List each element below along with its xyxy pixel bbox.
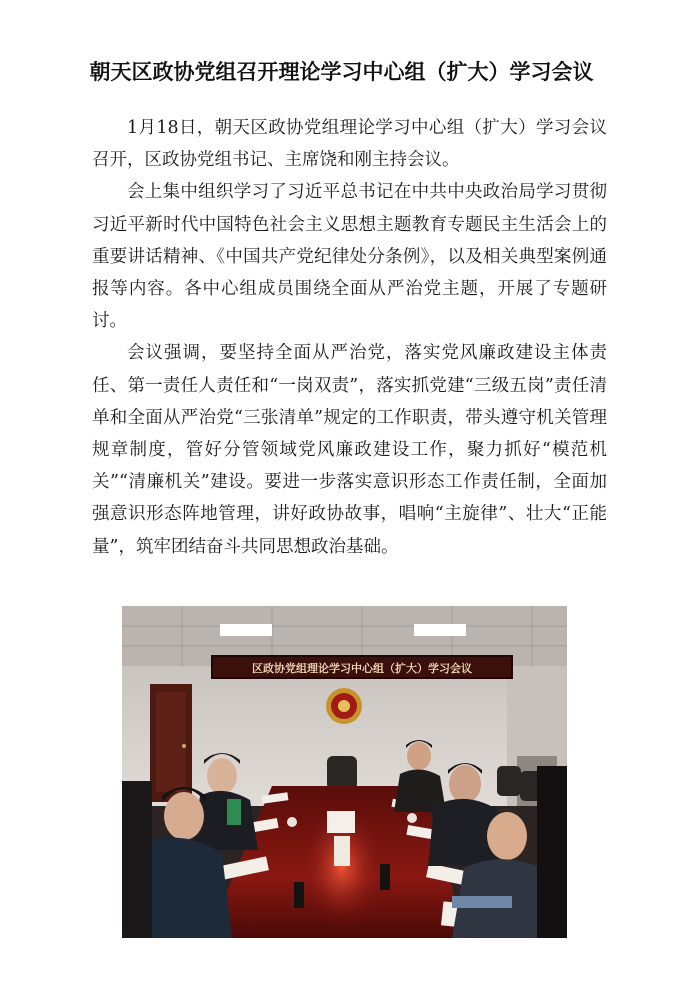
paragraph-2: 会上集中组织学习了习近平总书记在中共中央政治局学习贯彻习近平新时代中国特色社会主义思想主题教育专题民主生活会上的重要讲话精神、《中国共产党纪律处分条例》，以及相关典型案例通报等内容。各中心组成员围绕全面从严治党主题，开展了专题研讨。 xyxy=(92,182,607,332)
paragraph-3: 会议强调，要坚持全面从严治党，落实党风廉政建设主体责任、第一责任人责任和“一岗双责”，落实抓党建“三级五岗”责任清单和全面从严治党“三张清单”规定的工作职责，带头遵守机关管理规章制度，管好分管领域党风廉政建设工作，聚力抓好“模范机关”“清廉机关”建设。要进一步落实意识形态工作责任制，全面加强意识形态阵地管理，讲好政协故事，唱响“主旋律”、壮大“正能量”，筑牢团结奋斗共同思想政治基础。 xyxy=(92,343,607,557)
meeting-photo-illustration xyxy=(122,606,567,938)
article-title: 朝天区政协党组召开理论学习中心组（扩大）学习会议 xyxy=(89,59,594,84)
ceiling-light-right xyxy=(414,624,466,636)
ceiling-light-left xyxy=(220,624,272,636)
meeting-photo xyxy=(122,606,567,938)
banner-text: 区政协党组理论学习中心组（扩大）学习会议 xyxy=(252,662,472,675)
emblem-icon xyxy=(326,688,362,724)
article-body xyxy=(92,112,607,563)
paragraph-1: 1月18日，朝天区政协党组理论学习中心组（扩大）学习会议召开，区政协党组书记、主席饶和刚主持会议。 xyxy=(92,118,607,171)
